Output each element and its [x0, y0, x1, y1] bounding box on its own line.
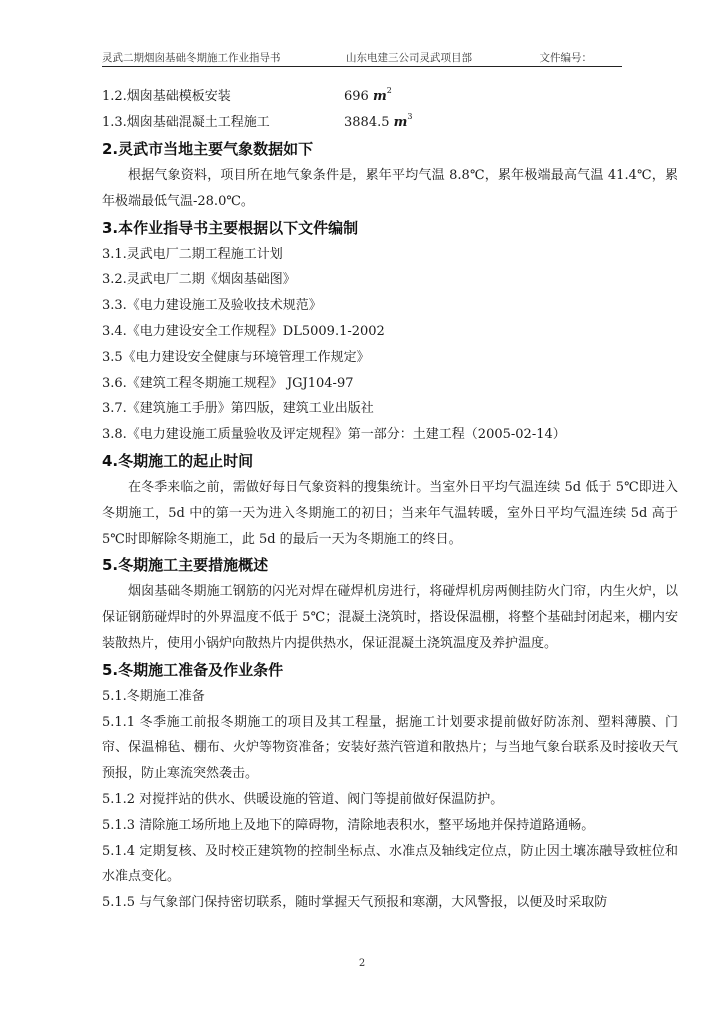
reference-item: 3.4.《电力建设安全工作规程》DL5009.1-2002	[102, 323, 385, 339]
reference-item: 3.1.灵武电厂二期工程施工计划	[102, 246, 283, 262]
section-heading: 2.灵武市当地主要气象数据如下	[102, 140, 314, 158]
quantity-label: 1.2.烟囱基础模板安装	[102, 89, 231, 104]
section-heading: 3.本作业指导书主要根据以下文件编制	[102, 218, 359, 237]
reference-item: 3.7.《建筑施工手册》第四版，建筑工业出版社	[102, 401, 374, 417]
page-header	[102, 50, 622, 67]
paragraph: 在冬季来临之前，需做好每日气象资料的搜集统计。当室外日平均气温连续 5d 低于 5℃即进入冬期施工，5d 中的第一天为进入冬期施工的初日；当来年气温转暖，室外日平均气温连续 5d 高于 5℃时即解除冬期施工，此 5d 的最后一天为冬期施工的终日。	[102, 479, 678, 547]
paragraph: 根据气象资料，项目所在地气象条件是，累年平均气温 8.8℃，累年极端最高气温 41.4℃，累年极端最低气温-28.0℃。	[102, 168, 678, 209]
header-department: 山东电建三公司灵武项目部	[346, 52, 472, 64]
quantity-value: 3884.5 $m^3$	[344, 112, 413, 130]
paragraph: 5.1.4 定期复核、及时校正建筑物的控制坐标点、水准点及轴线定位点，防止因土壤冻融导致桩位和水准点变化。	[102, 843, 678, 885]
paragraph: 5.1.2 对搅拌站的供水、供暖设施的管道、阀门等提前做好保温防护。	[102, 791, 504, 807]
header-file-number: 文件编号：	[539, 52, 592, 64]
reference-item: 3.6.《建筑工程冬期施工规程》 JGJ104-97	[102, 375, 354, 391]
header-doc-title: 灵武二期烟囱基础冬期施工作业指导书	[102, 52, 281, 64]
quantity-label: 1.3.烟囱基础混凝土工程施工	[102, 115, 270, 130]
quantity-row	[102, 84, 678, 110]
reference-item: 3.8.《电力建设施工质量验收及评定规程》第一部分：土建工程（2005-02-14）	[102, 427, 566, 443]
quantity-row	[102, 110, 678, 136]
reference-item: 3.3.《电力建设施工及验收技术规范》	[102, 298, 322, 314]
subsection-heading: 5.1.冬期施工准备	[102, 688, 205, 704]
paragraph: 5.1.3 清除施工场所地上及地下的障碍物，清除地表积水，整平场地并保持道路通畅。	[102, 817, 595, 833]
paragraph: 5.1.1 冬季施工前报冬期施工的项目及其工程量，据施工计划要求提前做好防冻剂、塑料薄膜、门帘、保温棉毡、棚布、火炉等物资准备；安装好蒸汽管道和散热片；与当地气象台联系及时接收天气预报，防止寒流突然袭击。	[102, 714, 678, 782]
paragraph: 烟囱基础冬期施工钢筋的闪光对焊在碰焊机房进行，将碰焊机房两侧挂防火门帘，内生火炉，以保证钢筋碰焊时的外界温度不低于 5℃；混凝土浇筑时，搭设保温棚，将整个基础封闭起来，棚内安装散热片，使用小锅炉向散热片内提供热水，保证混凝土浇筑温度及养护温度。	[102, 584, 678, 651]
section-heading: 5.冬期施工主要措施概述	[102, 556, 269, 575]
reference-item: 3.5《电力建设安全健康与环境管理工作规定》	[102, 349, 370, 365]
reference-item: 3.2.灵武电厂二期《烟囱基础图》	[102, 272, 296, 288]
paragraph: 5.1.5 与气象部门保持密切联系，随时掌握天气预报和寒潮，大风警报，以便及时采取防	[102, 895, 608, 911]
section-heading: 5.冬期施工准备及作业条件	[102, 660, 284, 679]
quantity-value: 696 $m^2$	[344, 86, 392, 104]
document-body	[102, 84, 678, 916]
section-heading: 4.冬期施工的起止时间	[102, 451, 254, 470]
page-number: 2	[358, 958, 366, 969]
